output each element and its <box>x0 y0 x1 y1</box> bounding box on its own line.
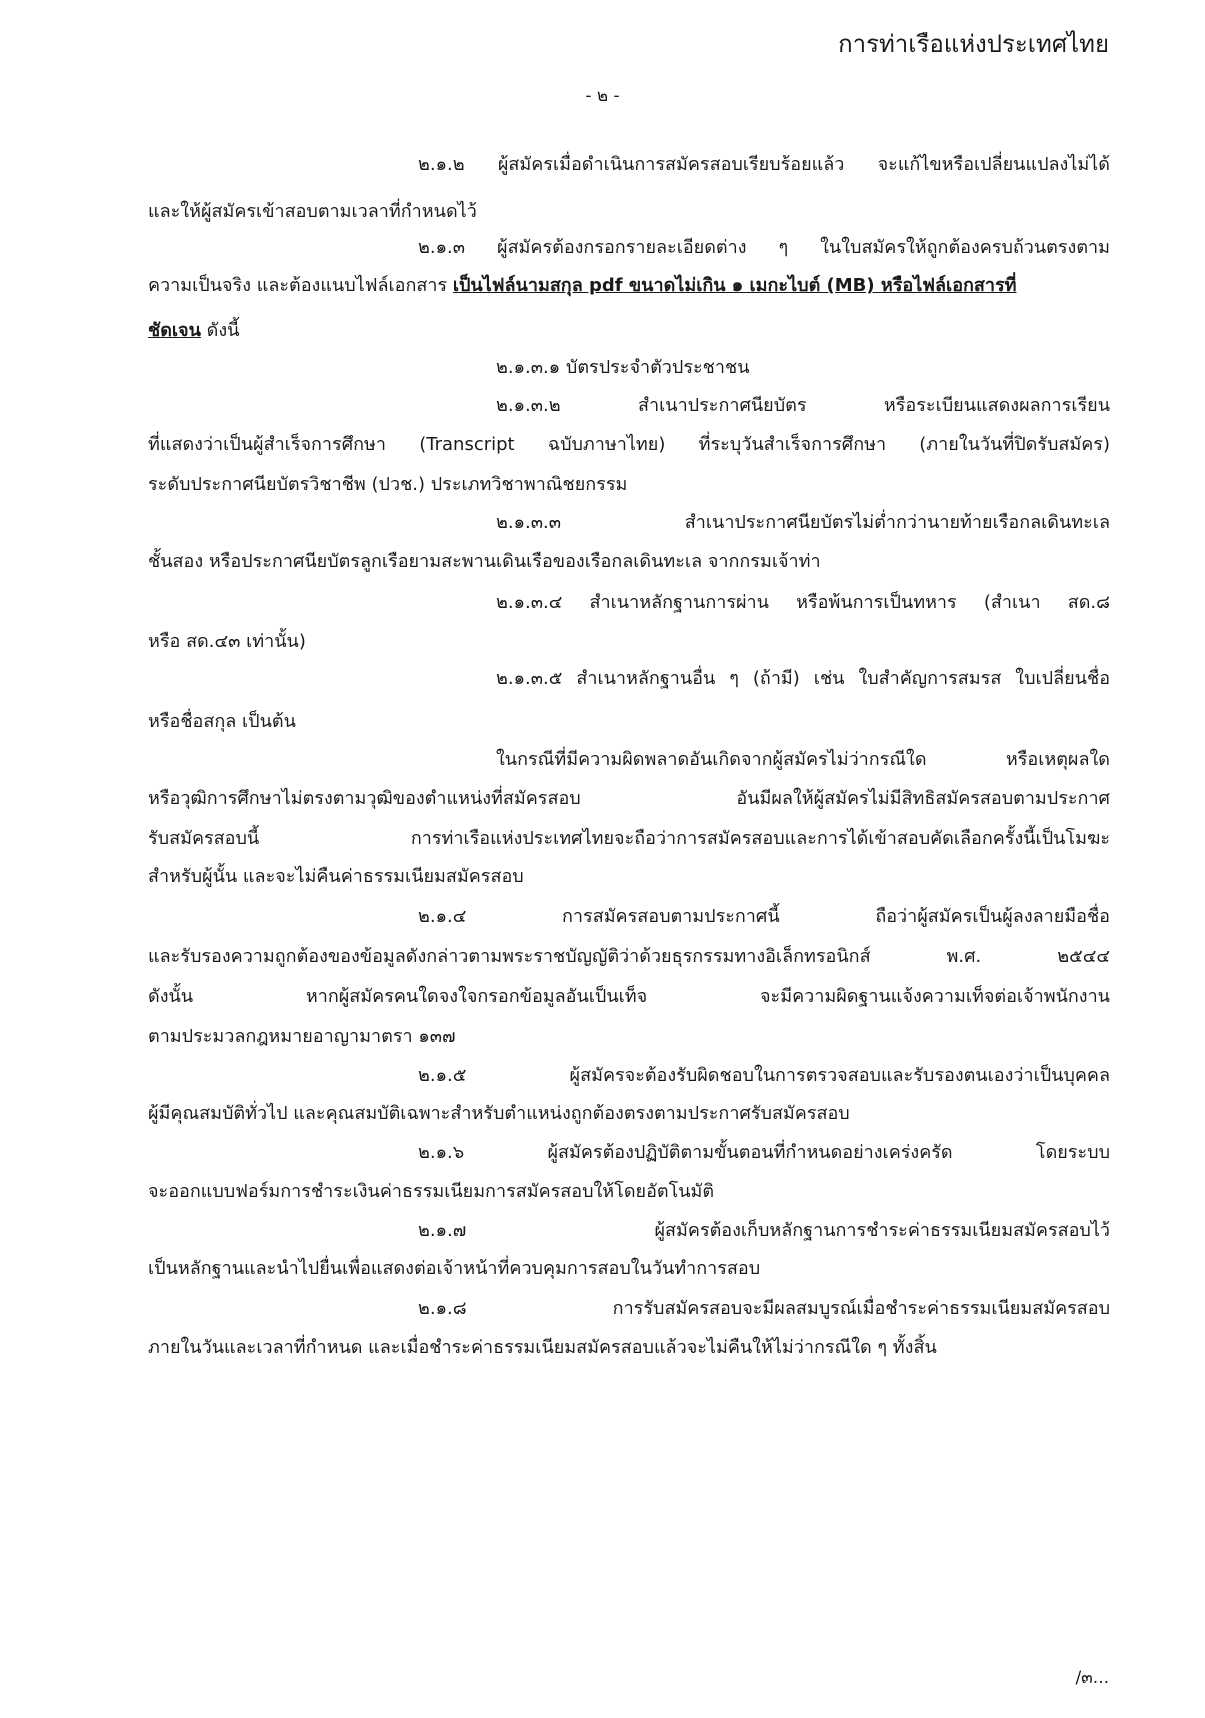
paragraph-line: ๒.๑.๒ ผู้สมัครเมื่อดำเนินการสมัครสอบเรียบร้อยแล้ว จะแก้ไขหรือเปลี่ยนแปลงไม่ได้ <box>418 154 1110 175</box>
paragraph-line: ที่แสดงว่าเป็นผู้สำเร็จการศึกษา (Transcript ฉบับภาษาไทย) ที่ระบุวันสำเร็จการศึกษา (ภายในวันที่ปิดรับสมัคร) <box>148 434 1110 455</box>
paragraph-line: หรือ สด.๔๓ เท่านั้น) <box>148 631 306 652</box>
paragraph-line: ๒.๑.๓.๒ สำเนาประกาศนียบัตร หรือระเบียนแสดงผลการเรียน <box>496 395 1110 416</box>
text-underlined-bold: เป็นไฟล์นามสกุล pdf ขนาดไม่เกิน ๑ เมกะไบต์ (MB) หรือไฟล์เอกสารที่ <box>452 275 1017 296</box>
continued-marker: /๓... <box>1075 1668 1109 1688</box>
paragraph-line: ชั้นสอง หรือประกาศนียบัตรลูกเรือยามสะพานเดินเรือของเรือกลเดินทะเล จากกรมเจ้าท่า <box>148 551 821 572</box>
paragraph-line: ๒.๑.๕ ผู้สมัครจะต้องรับผิดชอบในการตรวจสอบและรับรองตนเองว่าเป็นบุคคล <box>418 1065 1110 1086</box>
paragraph-line: ๒.๑.๘ การรับสมัครสอบจะมีผลสมบูรณ์เมื่อชำระค่าธรรมเนียมสมัครสอบ <box>418 1298 1110 1319</box>
paragraph-line: หรือชื่อสกุล เป็นต้น <box>148 711 296 732</box>
paragraph-line: ตามประมวลกฎหมายอาญามาตรา ๑๓๗ <box>148 1026 456 1047</box>
paragraph-line: และให้ผู้สมัครเข้าสอบตามเวลาที่กำหนดไว้ <box>148 201 477 222</box>
paragraph-line: ๒.๑.๓.๔ สำเนาหลักฐานการผ่าน หรือพ้นการเป็นทหาร (สำเนา สด.๘ <box>496 592 1110 613</box>
paragraph-line: เป็นหลักฐานและนำไปยื่นเพื่อแสดงต่อเจ้าหน้าที่ควบคุมการสอบในวันทำการสอบ <box>148 1258 761 1279</box>
paragraph-line: และรับรองความถูกต้องของข้อมูลดังกล่าวตามพระราชบัญญัติว่าด้วยธุรกรรมทางอิเล็กทรอนิกส์ พ.ศ. ๒๕๔๔ <box>148 946 1110 967</box>
paragraph-line: ๒.๑.๗ ผู้สมัครต้องเก็บหลักฐานการชำระค่าธรรมเนียมสมัครสอบไว้ <box>418 1220 1110 1241</box>
paragraph-line: ๒.๑.๓.๕ สำเนาหลักฐานอื่น ๆ (ถ้ามี) เช่น ใบสำคัญการสมรส ใบเปลี่ยนชื่อ <box>496 668 1110 689</box>
paragraph-line: ๒.๑.๔ การสมัครสอบตามประกาศนี้ ถือว่าผู้สมัครเป็นผู้ลงลายมือชื่อ <box>418 906 1110 927</box>
paragraph-line: ผู้มีคุณสมบัติทั่วไป และคุณสมบัติเฉพาะสำหรับตำแหน่งถูกต้องตรงตามประกาศรับสมัครสอบ <box>148 1103 850 1124</box>
paragraph-line: จะออกแบบฟอร์มการชำระเงินค่าธรรมเนียมการสมัครสอบให้โดยอัตโนมัติ <box>148 1181 715 1202</box>
paragraph-line: รับสมัครสอบนี้ การท่าเรือแห่งประเทศไทยจะถือว่าการสมัครสอบและการได้เข้าสอบคัดเลือกครั้งนี้เป็นโมฆะ <box>148 828 1110 849</box>
paragraph-line: หรือวุฒิการศึกษาไม่ตรงตามวุฒิของตำแหน่งที่สมัครสอบ อันมีผลให้ผู้สมัครไม่มีสิทธิสมัครสอบตามประกาศ <box>148 788 1110 809</box>
paragraph-line: ระดับประกาศนียบัตรวิชาชีพ (ปวช.) ประเภทวิชาพาณิชยกรรม <box>148 474 628 495</box>
text-underlined-bold: ชัดเจน <box>148 320 201 341</box>
paragraph-line <box>148 315 239 344</box>
paragraph-line: ในกรณีที่มีความผิดพลาดอันเกิดจากผู้สมัครไม่ว่ากรณีใด หรือเหตุผลใด <box>496 749 1110 770</box>
text-plain: ดังนี้ <box>200 320 240 341</box>
paragraph-line: ภายในวันและเวลาที่กำหนด และเมื่อชำระค่าธรรมเนียมสมัครสอบแล้วจะไม่คืนให้ไม่ว่ากรณีใด ๆ ทั้งสิ้น <box>148 1337 937 1358</box>
text-plain: ความเป็นจริง และต้องแนบไฟล์เอกสาร <box>148 275 453 296</box>
paragraph-line: ๒.๑.๓.๑ บัตรประจำตัวประชาชน <box>496 357 750 378</box>
paragraph-line: ๒.๑.๓ ผู้สมัครต้องกรอกรายละเอียดต่าง ๆ ในใบสมัครให้ถูกต้องครบถ้วนตรงตาม <box>418 237 1110 258</box>
paragraph-line: ดังนั้น หากผู้สมัครคนใดจงใจกรอกข้อมูลอันเป็นเท็จ จะมีความผิดฐานแจ้งความเท็จต่อเจ้าพนักงาน <box>148 986 1110 1007</box>
page-number: - ๒ - <box>585 86 620 106</box>
organization-header: การท่าเรือแห่งประเทศไทย <box>838 30 1109 58</box>
paragraph-line: ๒.๑.๖ ผู้สมัครต้องปฏิบัติตามขั้นตอนที่กำหนดอย่างเคร่งครัด โดยระบบ <box>418 1142 1110 1163</box>
paragraph-line: ๒.๑.๓.๓ สำเนาประกาศนียบัตรไม่ต่ำกว่านายท้ายเรือกลเดินทะเล <box>496 512 1110 533</box>
paragraph-line: สำหรับผู้นั้น และจะไม่คืนค่าธรรมเนียมสมัครสอบ <box>148 866 524 887</box>
paragraph-line <box>148 270 1017 299</box>
